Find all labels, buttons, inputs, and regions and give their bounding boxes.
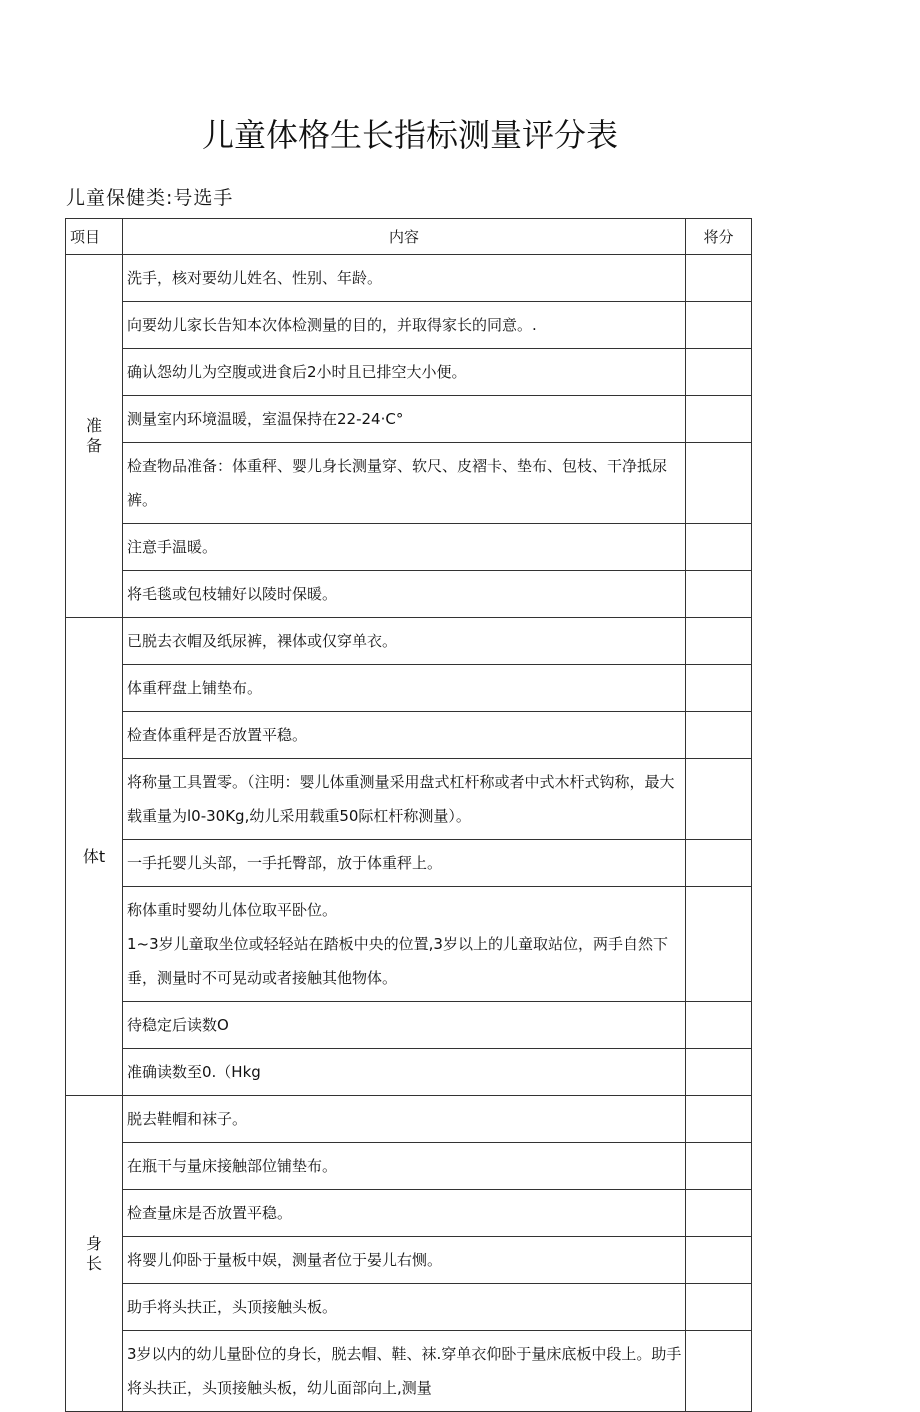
score-cell[interactable] — [686, 665, 752, 712]
item-content: 已脱去衣帽及纸尿裤，裸体或仅穿单衣。 — [123, 618, 686, 665]
item-content: 将婴儿仰卧于量板中娱，测量者位于晏儿右恻。 — [123, 1237, 686, 1284]
score-cell[interactable] — [686, 1096, 752, 1143]
table-row — [66, 1096, 752, 1143]
contestant-line: 儿童保健类:号选手 — [66, 187, 234, 209]
score-cell[interactable] — [686, 759, 752, 840]
item-content: 检查量床是否放置平稳。 — [123, 1190, 686, 1237]
table-row — [66, 255, 752, 302]
score-cell[interactable] — [686, 712, 752, 759]
score-cell[interactable] — [686, 1284, 752, 1331]
table-row — [66, 1331, 752, 1412]
score-cell[interactable] — [686, 1331, 752, 1412]
score-cell[interactable] — [686, 618, 752, 665]
score-cell[interactable] — [686, 840, 752, 887]
page-title: 儿童体格生长指标测量评分表 — [201, 116, 618, 154]
score-cell[interactable] — [686, 443, 752, 524]
score-cell[interactable] — [686, 255, 752, 302]
header-score: 将分 — [686, 219, 752, 255]
score-cell[interactable] — [686, 396, 752, 443]
table-row — [66, 396, 752, 443]
score-cell[interactable] — [686, 1002, 752, 1049]
table-header-row — [66, 219, 752, 255]
item-content: 检查体重秤是否放置平稳。 — [123, 712, 686, 759]
item-content: 检查物品准备：体重秤、婴儿身长测量穿、软尺、皮褶卡、垫布、包枝、干净抵尿裤。 — [123, 443, 686, 524]
table-row — [66, 524, 752, 571]
item-content: 待稳定后读数O — [123, 1002, 686, 1049]
item-content: 准确读数至0.（Hkg — [123, 1049, 686, 1096]
item-content: 将毛毯或包枝辅好以陵时保暖。 — [123, 571, 686, 618]
item-content: 脱去鞋帽和袜子。 — [123, 1096, 686, 1143]
score-cell[interactable] — [686, 349, 752, 396]
score-cell[interactable] — [686, 1049, 752, 1096]
item-content: 确认怨幼儿为空腹或进食后2小时且已排空大小便。 — [123, 349, 686, 396]
table-row — [66, 840, 752, 887]
table-body — [66, 255, 752, 1412]
table-row — [66, 1002, 752, 1049]
item-content: 在瓶干与量床接触部位铺垫布。 — [123, 1143, 686, 1190]
item-content: 称体重时婴幼儿体位取平卧位。 1~3岁儿童取坐位或轻轻站在踏板中央的位置,3岁以上的儿童取站位，两手自然下垂，测量时不可晃动或者接触其他物体。 — [123, 887, 686, 1002]
score-cell[interactable] — [686, 1190, 752, 1237]
scoring-table — [65, 218, 752, 1412]
header-content: 内容 — [123, 219, 686, 255]
table-row — [66, 1190, 752, 1237]
item-content: 将称量工具置零。（注明：婴儿体重测量采用盘式杠杆称或者中式木杆式钩称，最大载重量为l0-30Kg,幼儿采用载重50际杠杆称测量）。 — [123, 759, 686, 840]
item-content: 测量室内环境温暖，室温保持在22-24·C° — [123, 396, 686, 443]
section-label: 体t — [66, 618, 123, 1096]
table-row — [66, 712, 752, 759]
table-row — [66, 349, 752, 396]
item-content: 洗手，核对要幼儿姓名、性别、年龄。 — [123, 255, 686, 302]
table-row — [66, 571, 752, 618]
table-row — [66, 443, 752, 524]
score-cell[interactable] — [686, 887, 752, 1002]
item-content: 向要幼儿家长告知本次体检测量的目的，并取得家长的同意。. — [123, 302, 686, 349]
table-row — [66, 887, 752, 1002]
item-content: 一手托婴儿头部，一手托臀部，放于体重秤上。 — [123, 840, 686, 887]
table-row — [66, 1237, 752, 1284]
score-cell[interactable] — [686, 302, 752, 349]
item-content: 注意手温暖。 — [123, 524, 686, 571]
item-content: 助手将头扶正，头顶接触头板。 — [123, 1284, 686, 1331]
table-row — [66, 759, 752, 840]
score-cell[interactable] — [686, 524, 752, 571]
score-cell[interactable] — [686, 1143, 752, 1190]
item-content: 体重秤盘上铺垫布。 — [123, 665, 686, 712]
table-row — [66, 1049, 752, 1096]
item-content: 3岁以内的幼儿量卧位的身长，脱去帽、鞋、袜.穿单衣仰卧于量床底板中段上。助手将头扶正，头顶接触头板，幼儿面部向上,测量 — [123, 1331, 686, 1412]
table-row — [66, 302, 752, 349]
section-label: 身 长 — [66, 1096, 123, 1412]
score-cell[interactable] — [686, 1237, 752, 1284]
table-row — [66, 1143, 752, 1190]
table-row — [66, 618, 752, 665]
table-row — [66, 1284, 752, 1331]
table-row — [66, 665, 752, 712]
score-cell[interactable] — [686, 571, 752, 618]
section-label: 准 备 — [66, 255, 123, 618]
header-item: 项目 — [66, 219, 123, 255]
